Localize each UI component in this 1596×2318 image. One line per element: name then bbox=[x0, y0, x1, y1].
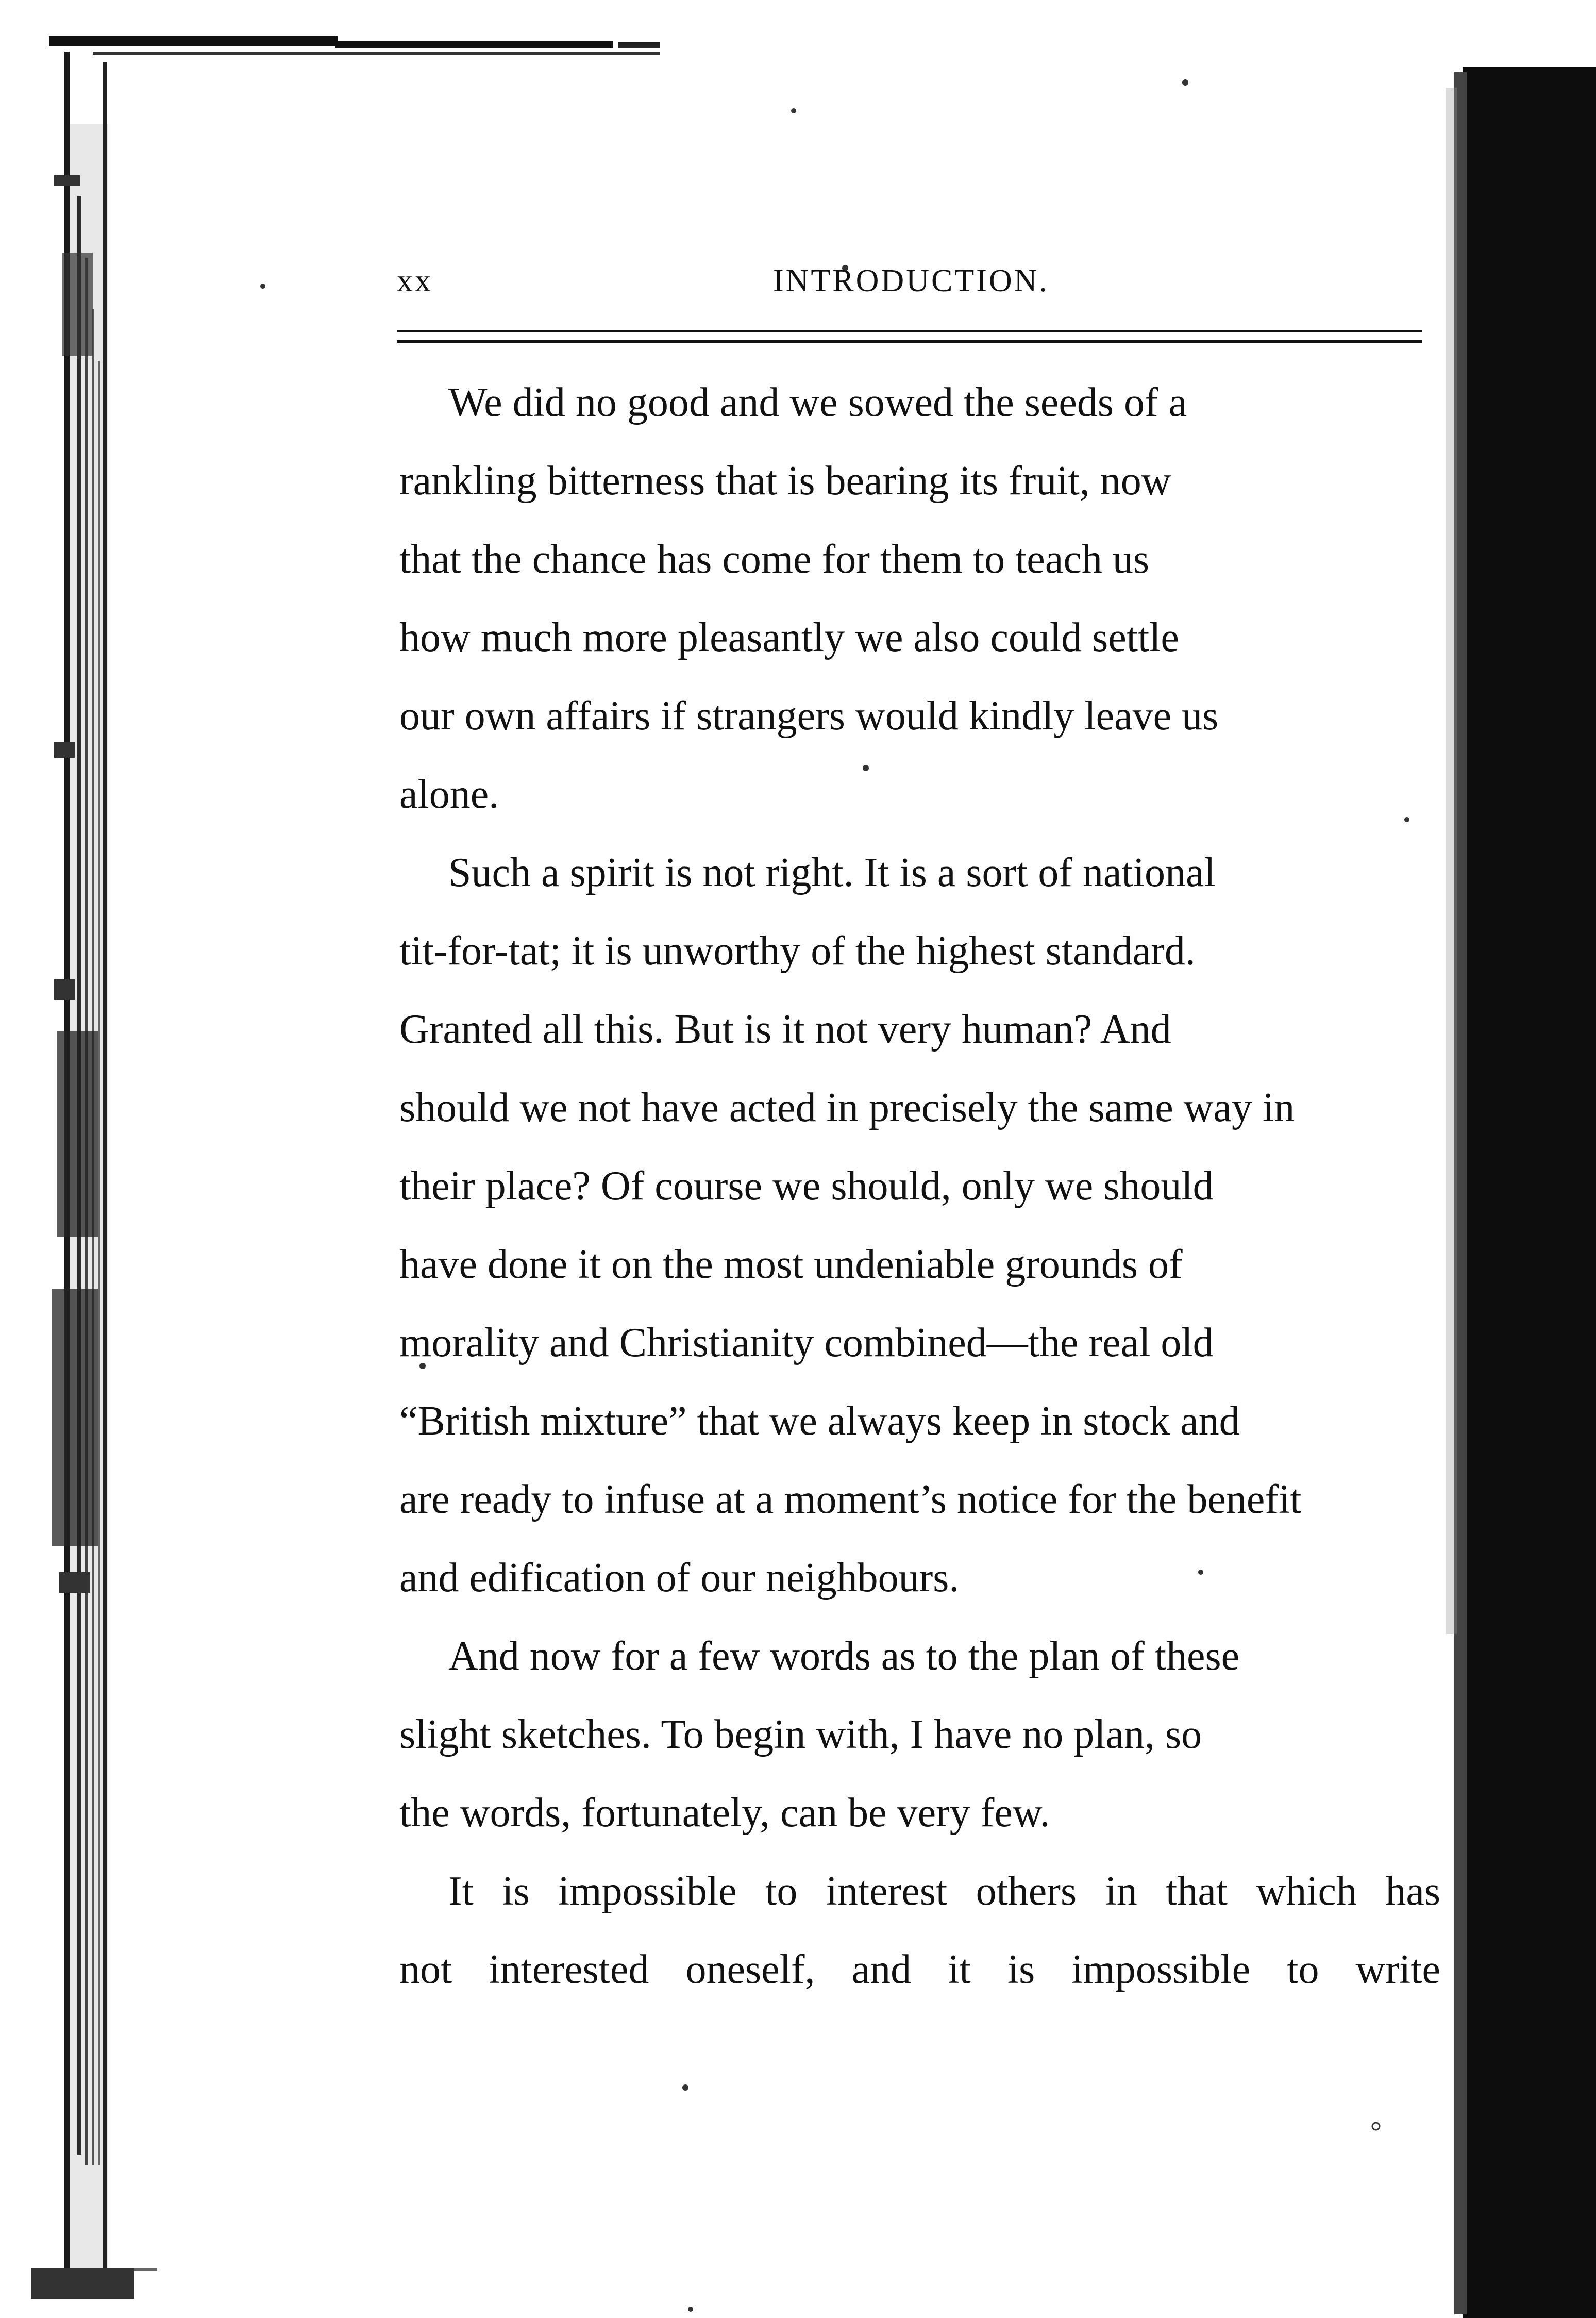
text-line: Such a spirit is not right. It is a sort of national bbox=[448, 850, 1216, 895]
body-text bbox=[399, 363, 1440, 2009]
text-line: have done it on the most undeniable grounds of bbox=[399, 1242, 1183, 1287]
text-line: the words, fortunately, can be very few. bbox=[399, 1790, 1050, 1836]
text-line: and edification of our neighbours. bbox=[399, 1555, 960, 1600]
paragraph bbox=[399, 363, 1440, 833]
text-line: how much more pleasantly we also could settle bbox=[399, 615, 1179, 660]
paragraph bbox=[399, 833, 1440, 1617]
text-line: We did no good and we sowed the seeds of a bbox=[448, 380, 1187, 425]
text-line: are ready to infuse at a moment’s notice for the benefit bbox=[399, 1477, 1302, 1522]
text-line: should we not have acted in precisely the same way in bbox=[399, 1085, 1295, 1130]
text-line: Granted all this. But is it not very human? And bbox=[399, 1007, 1171, 1052]
paragraph bbox=[399, 1617, 1440, 1852]
text-line: And now for a few words as to the plan of these bbox=[448, 1633, 1240, 1679]
text-line: their place? Of course we should, only we should bbox=[399, 1163, 1214, 1209]
page-number: xx bbox=[397, 263, 433, 298]
paragraph bbox=[399, 1852, 1440, 2009]
text-line: rankling bitterness that is bearing its fruit, now bbox=[399, 458, 1171, 504]
text-line: that the chance has come for them to teach us bbox=[399, 537, 1149, 582]
text-line: “British mixture” that we always keep in stock and bbox=[399, 1398, 1240, 1444]
text-line: tit-for-tat; it is unworthy of the highest standard. bbox=[399, 928, 1196, 974]
text-line: alone. bbox=[399, 772, 499, 817]
text-line: our own affairs if strangers would kindly leave us bbox=[399, 693, 1219, 739]
text-line: morality and Christianity combined—the real old bbox=[399, 1320, 1214, 1365]
text-line: It is impossible to interest others in that which has bbox=[448, 1869, 1440, 1914]
page-header bbox=[392, 263, 1422, 309]
text-line: not interested oneself, and it is impossible to write bbox=[399, 1947, 1440, 1992]
running-head: INTRODUCTION. bbox=[773, 263, 1049, 298]
text-line: slight sketches. To begin with, I have no plan, so bbox=[399, 1712, 1202, 1757]
